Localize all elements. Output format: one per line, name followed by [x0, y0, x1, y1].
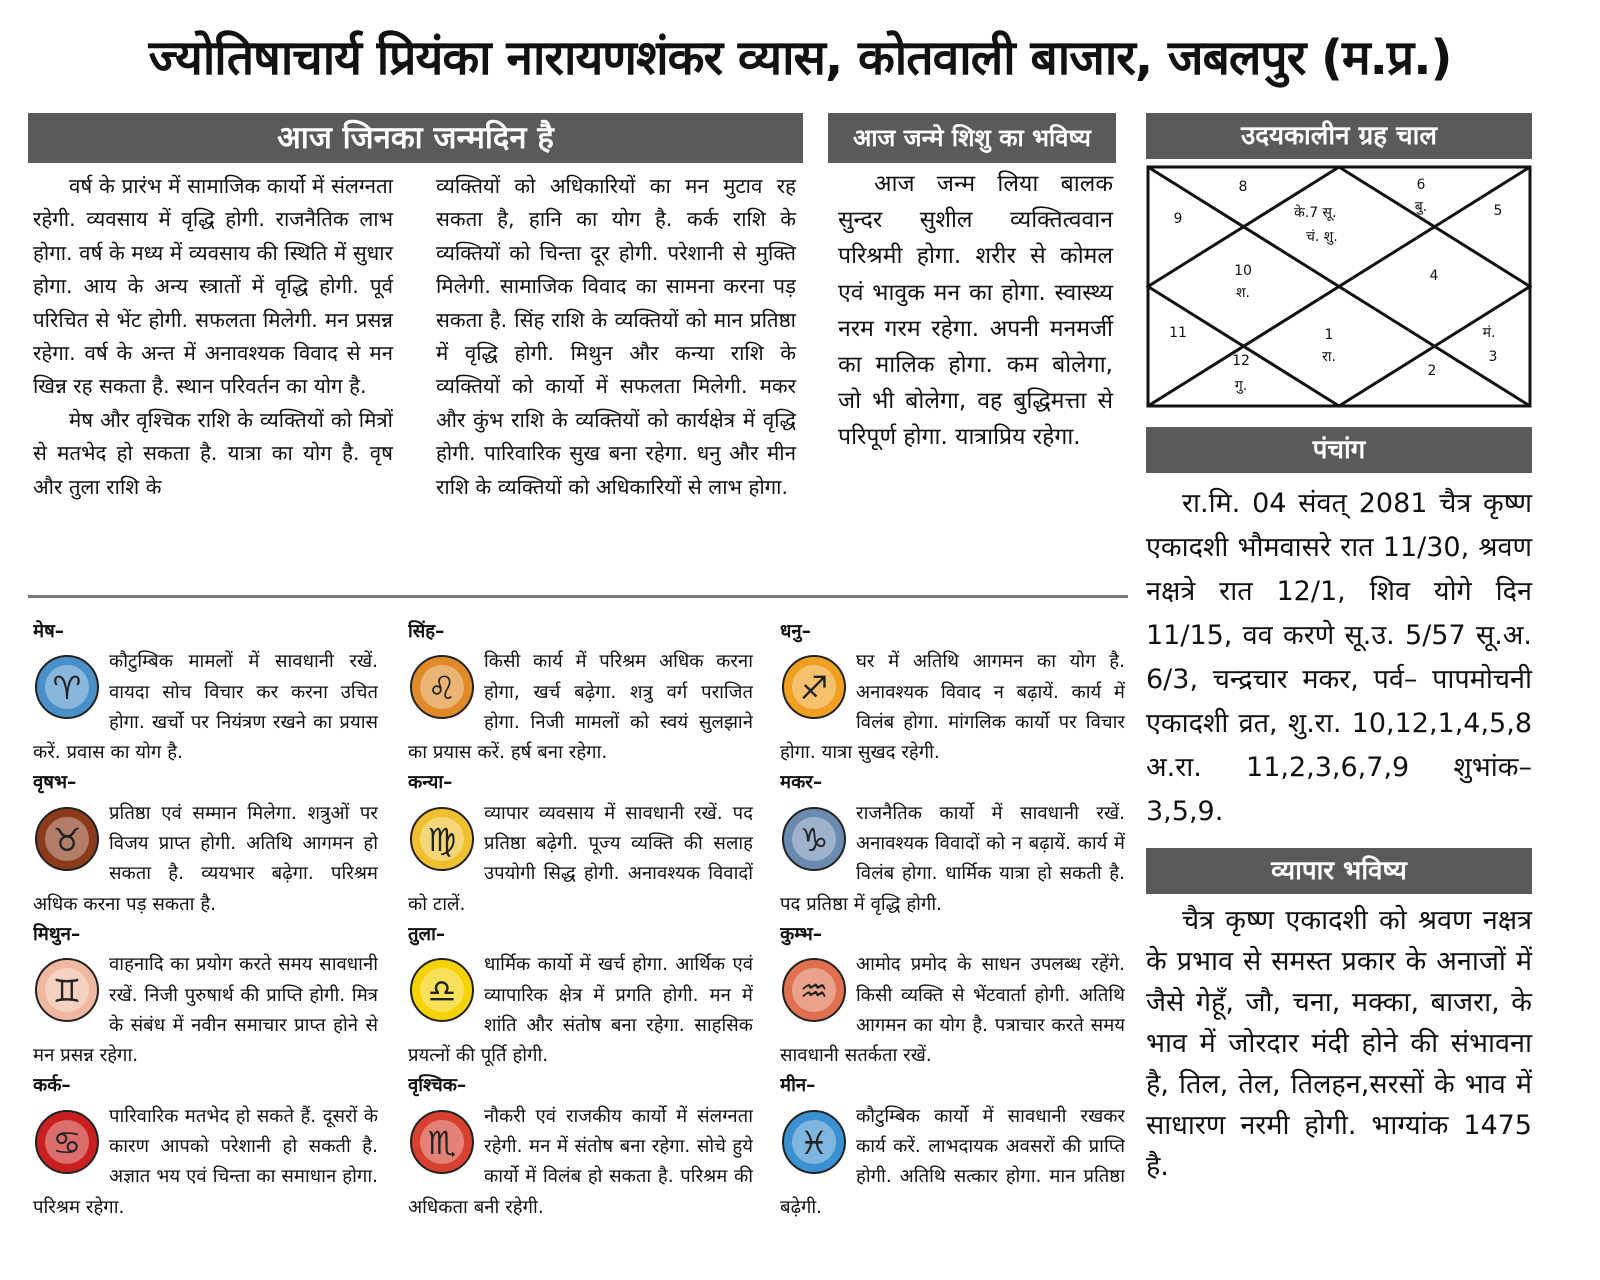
virgo-icon [408, 803, 476, 875]
rashifal-item-libra [408, 920, 753, 1071]
rashi-text: धार्मिक कार्यो में खर्च होगा. आर्थिक एवं व्यापारिक क्षेत्र में प्रगति होगी. मन में शांति और संतोष बना रहेगा. साहसिक प्रयत्नों की पूर्ति होगी. [408, 954, 753, 1067]
planet-chart [1146, 165, 1532, 408]
panchang-header: पंचांग [1146, 427, 1532, 473]
rashi-name: वृश्चिक– [408, 1075, 467, 1097]
cancer-icon [33, 1106, 101, 1178]
rashifal-item-taurus [33, 768, 378, 919]
rashi-text: आमोद प्रमोद के साधन उपलब्ध रहेंगे. किसी व्यक्ति से भेंटवार्ता होगी. अतिथि आगमन का योग है. पत्राचार करते समय सावधानी सतर्कता रखें. [780, 954, 1125, 1067]
rashifal-item-cancer [33, 1071, 378, 1222]
house-7-planets: चं. शु. [1306, 229, 1338, 245]
house-1-number: 1 [1324, 327, 1334, 343]
rashi-text: कौटुम्बिक कार्यो में सावधानी रखकर कार्य करें. लाभदायक अवसरों की प्राप्ति होगी. अतिथि सत्कार होगा. मान प्रतिष्ठा बढ़ेगी. [780, 1105, 1125, 1218]
baby-future-text [838, 166, 1113, 456]
rashi-text: नौकरी एवं राजकीय कार्यो में संलग्नता रहेगी. मन में संतोष बना रहेगा. सोचे हुये कार्यो में विलंब हो सकता है. परिश्रम की अधिकता बनी रहेगी. [408, 1105, 753, 1218]
rashi-text: राजनैतिक कार्यो में सावधानी रखें. अनावश्यक विवादों को न बढ़ायें. कार्य में विलंब होगा. धार्मिक यात्रा हो सकती है. पद प्रतिष्ठा में वृद्धि होगी. [780, 802, 1125, 915]
birthday-paragraph-2-start: मेष और वृश्चिक राशि के व्यक्तियों को मित्रों से मतभेद हो सकता है. यात्रा का योग है. वृष और तुला राशि के [33, 407, 393, 499]
rashifal-item-pisces [780, 1071, 1125, 1222]
rashifal-column-1 [33, 617, 378, 1223]
rashi-text: कौटुम्बिक मामलों में सावधानी रखें. वायदा सोच विचार कर करना उचित होगा. खर्चो पर नियंत्रण रखने का प्रयास करें. प्रवास का योग है. [33, 651, 378, 764]
house-5-number: 5 [1493, 203, 1503, 219]
capricorn-icon [780, 803, 848, 875]
rashi-name: कर्क– [33, 1075, 71, 1097]
section-divider [28, 595, 1128, 598]
libra-icon [408, 954, 476, 1026]
planet-chart-header: उदयकालीन ग्रह चाल [1146, 113, 1532, 159]
rashifal-item-virgo [408, 768, 753, 919]
house-3-planets: मं. [1482, 325, 1496, 341]
birthday-paragraph-2-cont: व्यक्तियों को अधिकारियों का मन मुटाव रह सकता है, हानि का योग है. कर्क राशि के व्यक्तियों को चिन्ता दूर होगी. परेशानी से मुक्ति मिलेगी. सामाजिक विवाद का सामना करना पड़ सकता है. सिंह राशि के व्यक्तियों को मान प्रतिष्ठा में वृद्धि होगी. मिथुन और कन्या राशि के व्यक्तियों को कार्यो में सफलता मिलेगी. मकर और कुंभ राशि के व्यक्तियों को कार्यक्षेत्र में वृद्धि होगी. पारिवारिक सुख बना रहेगा. धनु और मीन राशि के व्यक्तियों को अधिकारियों से लाभ होगा. [436, 174, 796, 499]
birthday-column-1 [33, 170, 393, 504]
rashi-text: किसी कार्य में परिश्रम अधिक करना होगा, खर्च बढ़ेगा. शत्रु वर्ग पराजित होगा. निजी मामलों को स्वयं सुलझाने का प्रयास करें. हर्ष बना रहेगा. [408, 651, 753, 764]
rashifal-column-3 [780, 617, 1125, 1223]
svg-text:♍: ♍ [427, 820, 457, 859]
rashifal-item-gemini [33, 920, 378, 1071]
aquarius-icon [780, 954, 848, 1026]
svg-text:♋: ♋ [52, 1123, 82, 1162]
house-11-number: 11 [1169, 325, 1187, 341]
trade-forecast-text: चैत्र कृष्ण एकादशी को श्रवण नक्षत्र के प्रभाव से समस्त प्रकार के अनाजों में जैसे गेहूँ, जौ, चना, मक्का, बाजरा, के भाव में जोरदार मंदी होने की संभावना है, तिल, तेल, तिलहन,सरसों के भाव में साधारण नरमी होगी. भाग्यांक 1475 है. [1146, 905, 1532, 1182]
kundli-diagram [1146, 165, 1532, 408]
rashifal-item-sagittarius [780, 617, 1125, 768]
rashi-name: कुम्भ– [780, 923, 823, 945]
svg-text:♓: ♓ [799, 1123, 829, 1162]
svg-text:♊: ♊ [52, 972, 82, 1011]
house-8-number: 8 [1238, 179, 1248, 195]
house-12-planets: गु. [1234, 378, 1248, 394]
rashi-name: मिथुन– [33, 923, 81, 945]
panchang-text: रा.मि. 04 संवत् 2081 चैत्र कृष्ण एकादशी भौमवासरे रात 11/30, श्रवण नक्षत्रे रात 12/1, शिव योगे दिन 11/15, वव करणे सू.उ. 5/57 सू.अ. 6/3, चन्द्रचार मकर, पर्व– पापमोचनी एकादशी व्रत, शु.रा. 10,12,1,4,5,8 अ.रा. 11,2,3,6,7,9 शुभांक– 3,5,9. [1146, 488, 1532, 827]
house-3-number: 3 [1488, 349, 1498, 365]
birthday-header: आज जिनका जन्मदिन है [28, 113, 803, 163]
house-4-number: 4 [1429, 268, 1439, 284]
rashifal-item-aquarius [780, 920, 1125, 1071]
house-1-planets: रा. [1322, 349, 1336, 365]
rashi-text: व्यापार व्यवसाय में सावधानी रखें. पद प्रतिष्ठा बढ़ेगी. पूज्य व्यक्ति की सलाह उपयोगी सिद्ध होगी. अनावश्यक विवादों को टालें. [408, 802, 753, 915]
rashifal-item-scorpio [408, 1071, 753, 1222]
house-6-number: 6 [1416, 177, 1426, 193]
house-2-number: 2 [1427, 363, 1437, 379]
house-10-number: 10 [1234, 263, 1252, 279]
rashifal-item-capricorn [780, 768, 1125, 919]
house-6-planets: बु. [1414, 199, 1428, 215]
rashi-name: धनु– [780, 621, 811, 642]
rashi-name: कन्या– [408, 772, 453, 794]
svg-text:♈: ♈ [52, 669, 82, 708]
house-10-planets: श. [1236, 285, 1250, 301]
house-12-number: 12 [1232, 353, 1250, 369]
house-9-number: 9 [1173, 211, 1183, 227]
rashifal-column-2 [408, 617, 753, 1223]
rashifal-item-aries [33, 617, 378, 768]
rashi-text: वाहनादि का प्रयोग करते समय सावधानी रखें. निजी पुरुषार्थ की प्राप्ति होगी. मित्र के संबंध में नवीन समाचार प्राप्त होने से मन प्रसन्न रहेगा. [33, 954, 378, 1067]
rashi-name: तुला– [408, 923, 446, 945]
leo-icon [408, 651, 476, 723]
baby-future-header: आज जन्मे शिशु का भविष्य [828, 113, 1116, 163]
rashi-name: सिंह– [408, 621, 445, 642]
pisces-icon [780, 1106, 848, 1178]
baby-future-paragraph: आज जन्म लिया बालक सुन्दर सुशील व्यक्तित्ववान परिश्रमी होगा. शरीर से कोमल एवं भावुक मन का होगा. स्वास्थ्य नरम गरम रहेगा. अपनी मनमर्जी का मालिक होगा. कम बोलेगा, जो भी बोलेगा, वह बुद्धिमत्ता से परिपूर्ण होगा. यात्राप्रिय रहेगा. [838, 171, 1113, 451]
sagittarius-icon [780, 651, 848, 723]
rashi-name: मेष– [33, 621, 65, 642]
svg-text:♒: ♒ [799, 972, 829, 1011]
rashi-text: घर में अतिथि आगमन का योग है. अनावश्यक विवाद न बढ़ायें. कार्य में विलंब होगा. मांगलिक कार्यो पर विचार होगा. यात्रा सुखद रहेगी. [780, 651, 1125, 764]
aries-icon [33, 651, 101, 723]
svg-text:♌: ♌ [427, 669, 457, 708]
svg-text:♑: ♑ [799, 820, 829, 859]
svg-text:♉: ♉ [52, 820, 82, 859]
scorpio-icon [408, 1106, 476, 1178]
rashi-name: मकर– [780, 772, 823, 794]
svg-text:♐: ♐ [799, 669, 829, 708]
gemini-icon [33, 954, 101, 1026]
masthead-title: ज्योतिषाचार्य प्रियंका नारायणशंकर व्यास, कोतवाली बाजार, जबलपुर (म.प्र.) [148, 30, 1452, 86]
taurus-icon [33, 803, 101, 875]
svg-text:♎: ♎ [427, 972, 457, 1011]
birthday-column-2 [436, 170, 796, 504]
house-7-label: के.7 सू. [1294, 205, 1337, 221]
rashi-text: पारिवारिक मतभेद हो सकते हैं. दूसरों के कारण आपको परेशानी हो सकती है. अज्ञात भय एवं चिन्ता का समाधान होगा. परिश्रम रहेगा. [33, 1105, 378, 1218]
rashifal-item-leo [408, 617, 753, 768]
birthday-paragraph-1: वर्ष के प्रारंभ में सामाजिक कार्यो में संलग्नता रहेगी. व्यवसाय में वृद्धि होगी. राजनैतिक लाभ होगा. वर्ष के मध्य में व्यवसाय की स्थिति में सुधार होगा. आय के अन्य स्त्रातों में वृद्धि होगी. पूर्व परिचित से भेंट होगी. सफलता मिलेगी. मन प्रसन्न रहेगा. वर्ष के अन्त में अनावश्यक विवाद से मन खिन्न रह सकता है. स्थान परिवर्तन का योग है. [33, 174, 393, 399]
svg-text:♏: ♏ [427, 1123, 457, 1162]
rashi-text: प्रतिष्ठा एवं सम्मान मिलेगा. शत्रुओं पर विजय प्राप्त होगी. अतिथि आगमन हो सकता है. व्ययभार बढ़ेगा. परिश्रम अधिक करना पड़ सकता है. [33, 802, 378, 915]
trade-forecast-header: व्यापार भविष्य [1146, 848, 1532, 894]
rashi-name: मीन– [780, 1075, 816, 1097]
rashi-name: वृषभ– [33, 772, 77, 794]
